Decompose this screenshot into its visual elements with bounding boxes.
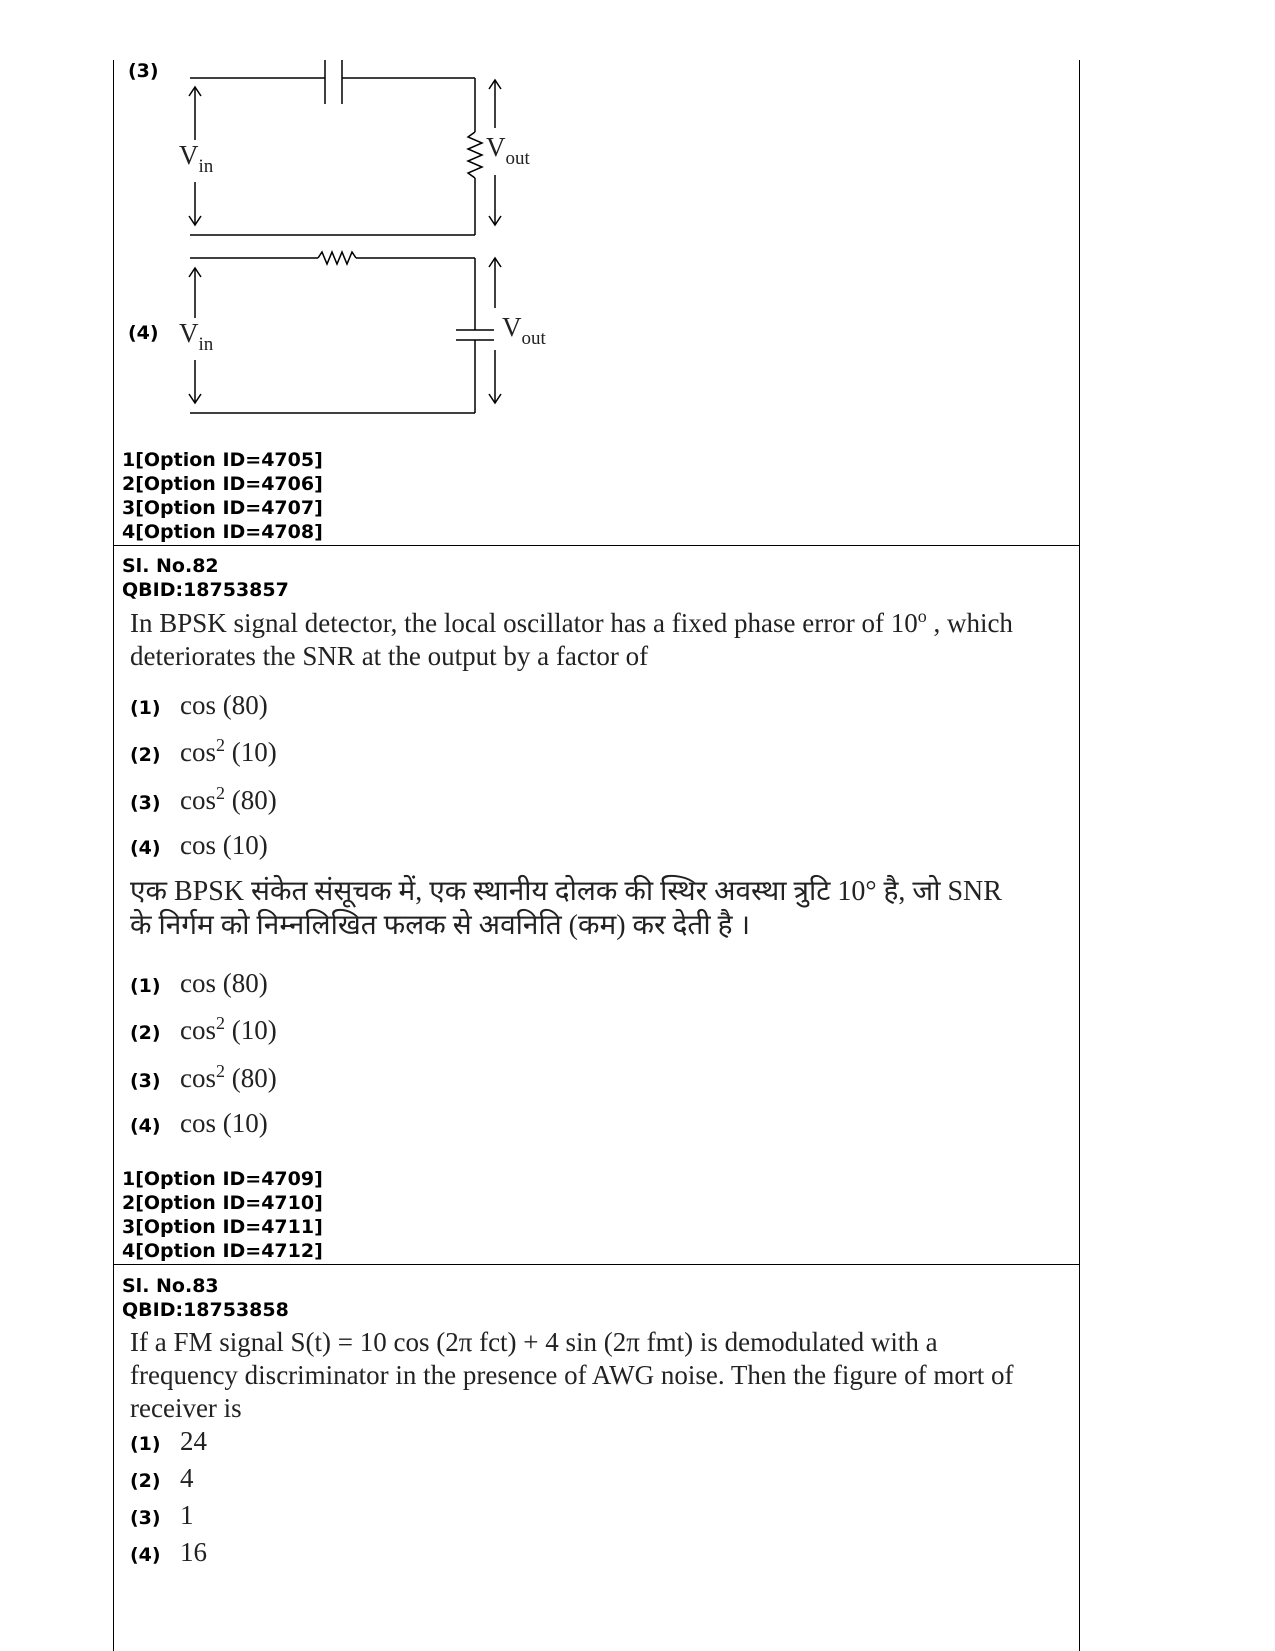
question-bank-id: QBID:18753857 — [122, 579, 289, 601]
option-id: 1[Option ID=4705] — [122, 449, 323, 471]
option-id: 3[Option ID=4711] — [122, 1216, 323, 1238]
question-line: If a FM signal S(t) = 10 cos (2π fct) + 4 sin (2π fmt) is demodulated with a — [130, 1327, 938, 1357]
question-line: के निर्गम को निम्नलिखित फलक से अवनिति (कम) कर देती है । — [130, 910, 751, 941]
question-text-hindi — [130, 875, 1002, 943]
question-line: frequency discriminator in the presence of AWG noise. Then the figure of mort of — [130, 1360, 1014, 1390]
exam-page: (3) (4) $V_{in}$ $V_{out}$ $V_{in}$ $V_{out}$ 1[Option ID=4705] 2[Option ID=4706] 3[Option ID=4707] 4[Option ID=4708] Sl. No.82 QBID:18753857 In BPSK signal detector, the local oscillator has a fixed phase error of 10$^o$ , which deteriorates the SNR at the output by a factor of (1) cos (80) (2) $\cos^2 (10)$ (3) $\cos^2 (80)$ (4) cos (10) एक BPSK संकेत संसूचक में, एक स्थानीय दोलक की स्थिर अवस्था त्रुटि 10° है, जो SNR के निर्गम को निम्नलिखित फलक से अवनिति (कम) कर देती है । (1) cos (80) (2) $\cos^2 (10)$ (3) $\cos^2 (80)$ (4) cos (10) 1[Option ID=4709] 2[Option ID=4710] 3[Option ID=4711] 4[Option ID=4712] Sl. No.83 QBID:18753858 If a FM signal S(t) = 10 cos (2π fct) + 4 sin (2π fmt) is demodulated with a frequency discriminator in the presence of AWG noise. Then the figure of mort of receiver is (1) 24 (2) 4 (3) 1 (4) 16 — [0, 0, 1275, 1651]
row-divider — [113, 545, 1080, 546]
option-id: 2[Option ID=4706] — [122, 473, 323, 495]
question-line: एक BPSK संकेत संसूचक में, एक स्थानीय दोलक की स्थिर अवस्था त्रुटि 10° है, जो SNR — [130, 876, 1002, 907]
row-divider — [113, 1264, 1080, 1265]
circuit-labels — [179, 132, 547, 355]
option-id: 1[Option ID=4709] — [122, 1168, 323, 1190]
option-id-list — [122, 1167, 323, 1263]
circuit-low-pass-rc — [189, 252, 501, 413]
question-line: receiver is — [130, 1393, 242, 1423]
question-line: In BPSK signal detector, the local oscillator has a fixed phase error of 10$^o$ , which — [130, 606, 1013, 638]
option-id-list — [122, 448, 323, 544]
vin-label: $V_{in}$ — [179, 140, 214, 177]
option-id: 2[Option ID=4710] — [122, 1192, 323, 1214]
option-3-label: (3) — [128, 60, 159, 82]
option-id: 4[Option ID=4712] — [122, 1240, 323, 1262]
question-bank-id: QBID:18753858 — [122, 1299, 289, 1321]
vin-label: $V_{in}$ — [179, 318, 214, 355]
circuit-diagrams — [0, 0, 1275, 420]
question-line: deteriorates the SNR at the output by a factor of — [130, 641, 649, 671]
circuit-high-pass-cr — [189, 60, 501, 235]
vout-label: $V_{out}$ — [486, 132, 530, 169]
option-id: 4[Option ID=4708] — [122, 521, 323, 543]
option-4-label: (4) — [128, 322, 159, 344]
question-text-english — [130, 1326, 1014, 1425]
question-text-english — [130, 607, 1013, 673]
serial-number: Sl. No.83 — [122, 1275, 219, 1297]
option-id: 3[Option ID=4707] — [122, 497, 323, 519]
vout-label: $V_{out}$ — [502, 312, 546, 349]
serial-number: Sl. No.82 — [122, 555, 219, 577]
